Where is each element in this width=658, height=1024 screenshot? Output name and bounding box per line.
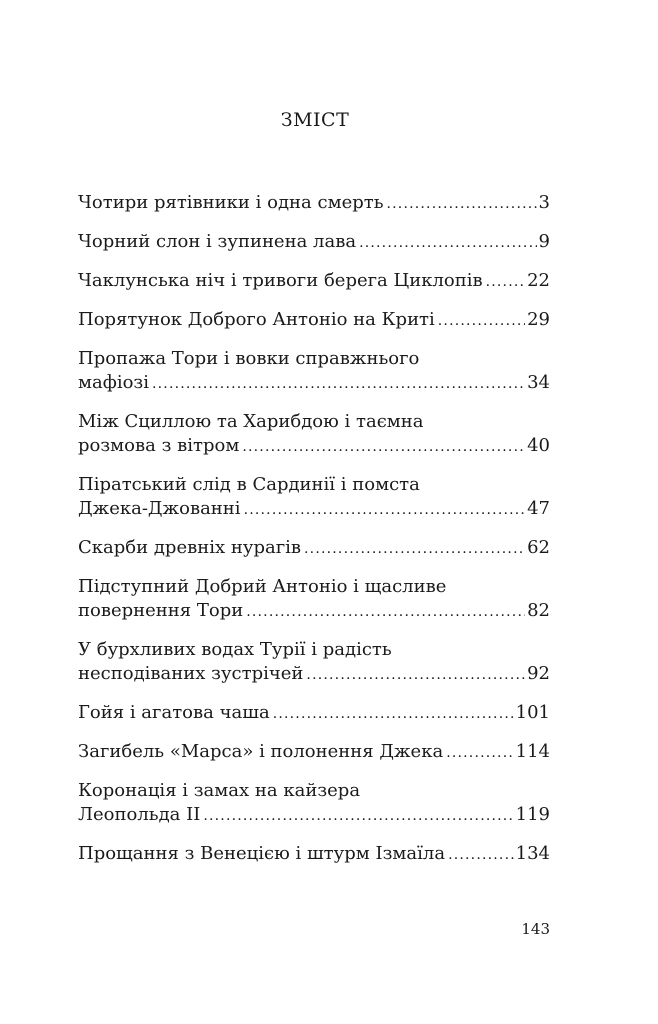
toc-entry-page-number: 114 <box>515 741 550 762</box>
toc-entry-page-number: 92 <box>527 663 550 684</box>
dot-leader <box>304 537 525 561</box>
toc-entry-page-number: 40 <box>527 435 550 456</box>
toc-entry-title: Леопольда II <box>78 804 201 825</box>
toc-entry-last-line <box>78 269 550 294</box>
toc-entry-title-line: Коронація і замах на кайзера <box>78 780 361 801</box>
toc-entry <box>78 473 550 522</box>
toc-entry-title-line: Підступний Добрий Антоніо і щасливе <box>78 576 447 597</box>
toc-entry-last-line <box>78 371 550 396</box>
toc-entry-page-number: 62 <box>527 537 550 558</box>
dot-leader <box>387 192 537 216</box>
toc-entry-title: Прощання з Венецією і штурм Ізмаїла <box>78 843 446 864</box>
toc-entry <box>78 779 550 828</box>
toc-entry-page-number: 9 <box>538 231 550 252</box>
toc-entry-title: мафіозі <box>78 372 149 393</box>
toc-entry <box>78 842 550 867</box>
toc-entry <box>78 575 550 624</box>
toc-entry-page-number: 82 <box>527 600 550 621</box>
toc-entry-last-line <box>78 308 550 333</box>
toc-entry-page-number: 3 <box>538 192 550 213</box>
toc-entry-page-number: 119 <box>515 804 550 825</box>
toc-entry <box>78 410 550 459</box>
toc-entry <box>78 230 550 255</box>
toc-entry-last-line <box>78 842 550 867</box>
toc-entry-title-line: Пропажа Тори і вовки справжнього <box>78 348 420 369</box>
dot-leader <box>242 435 525 459</box>
toc-entry <box>78 701 550 726</box>
toc-entry-title: Чотири рятівники і одна смерть <box>78 192 384 213</box>
dot-leader <box>246 600 525 624</box>
dot-leader <box>438 309 525 333</box>
toc-entry-title-line: У бурхливих водах Турії і радість <box>78 639 392 660</box>
toc-entry-title-line: Піратський слід в Сардинії і помста <box>78 474 420 495</box>
toc-entry-last-line <box>78 803 550 828</box>
toc-entry <box>78 269 550 294</box>
dot-leader <box>359 231 536 255</box>
page-number: 143 <box>521 920 550 938</box>
toc-entry-last-line <box>78 701 550 726</box>
dot-leader <box>306 663 525 687</box>
toc-entry-page-number: 29 <box>527 309 550 330</box>
dot-leader <box>446 741 513 765</box>
page-title: ЗМІСТ <box>280 109 350 131</box>
toc-entry-page-number: 101 <box>515 702 550 723</box>
toc-entry-last-line <box>78 434 550 459</box>
toc-entry-last-line <box>78 662 550 687</box>
toc-entry-last-line <box>78 740 550 765</box>
dot-leader <box>203 804 513 828</box>
toc-entry-last-line <box>78 536 550 561</box>
dot-leader <box>486 270 525 294</box>
toc-entry-title: Скарби древніх нурагів <box>78 537 302 558</box>
toc-entry <box>78 536 550 561</box>
toc-entry-title: Гойя і агатова чаша <box>78 702 270 723</box>
toc-entry-title: розмова з вітром <box>78 435 240 456</box>
toc-entry-title: Порятунок Доброго Антоніо на Криті <box>78 309 435 330</box>
toc-entry-last-line <box>78 230 550 255</box>
toc-entry-last-line <box>78 497 550 522</box>
toc-entry-title: повернення Тори <box>78 600 244 621</box>
toc-entry-page-number: 22 <box>527 270 550 291</box>
toc-entry-title: Чорний слон і зупинена лава <box>78 231 357 252</box>
toc-entry-page-number: 47 <box>527 498 550 519</box>
toc-entry-title: Джека-Джованні <box>78 498 241 519</box>
dot-leader <box>244 498 526 522</box>
toc-entry-title: Чаклунська ніч і тривоги берега Циклопів <box>78 270 483 291</box>
toc-entry-title-line: Між Сциллою та Харибдою і таємна <box>78 411 424 432</box>
toc-entry <box>78 638 550 687</box>
dot-leader <box>273 702 514 726</box>
toc-entry <box>78 191 550 216</box>
toc-entry-title: Загибель «Марса» і полонення Джека <box>78 741 444 762</box>
toc-entry-page-number: 34 <box>527 372 550 393</box>
toc-entry-page-number: 134 <box>515 843 550 864</box>
toc-entry-title: несподіваних зустрічей <box>78 663 304 684</box>
dot-leader <box>152 372 525 396</box>
table-of-contents <box>78 191 550 881</box>
toc-entry <box>78 308 550 333</box>
toc-entry-last-line <box>78 599 550 624</box>
toc-entry <box>78 347 550 396</box>
toc-entry <box>78 740 550 765</box>
dot-leader <box>448 843 514 867</box>
toc-entry-last-line <box>78 191 550 216</box>
